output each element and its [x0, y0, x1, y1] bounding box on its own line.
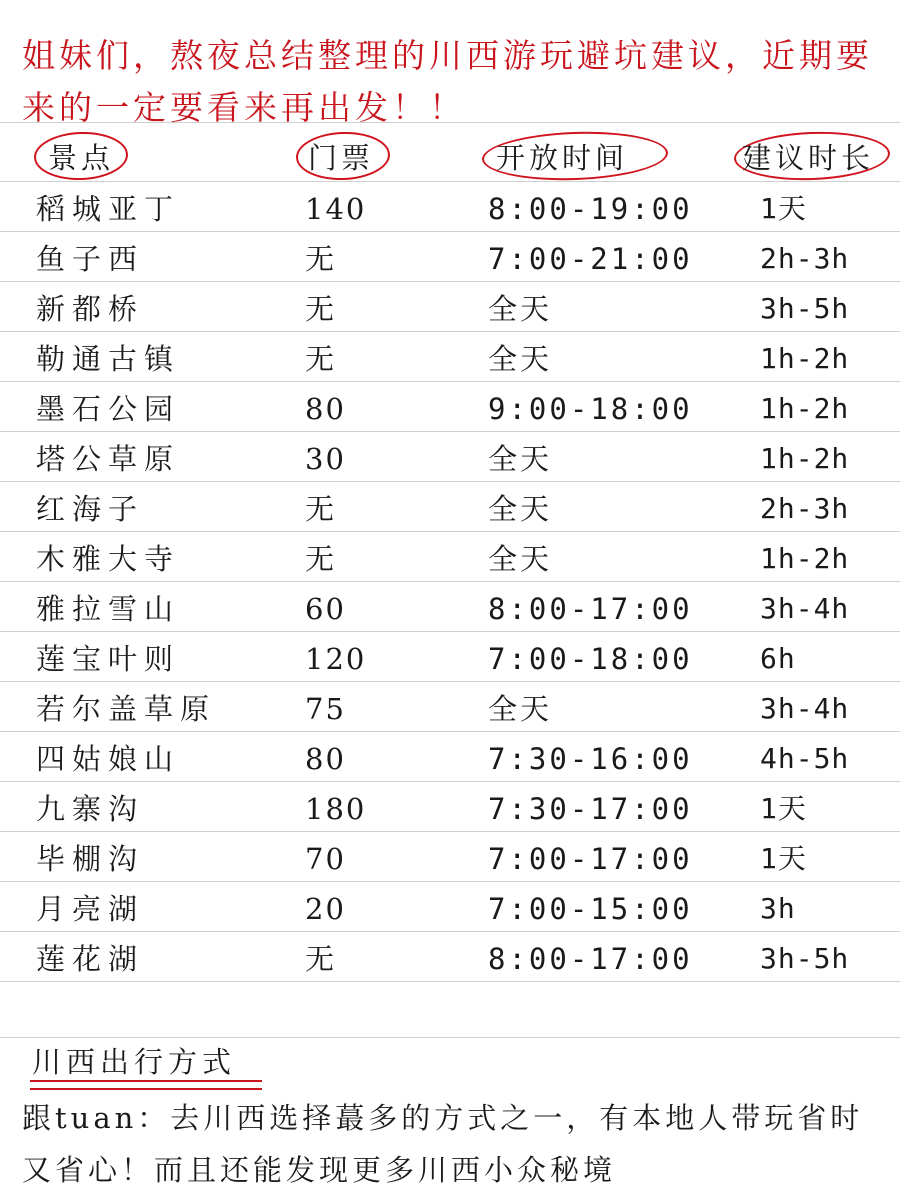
cell-hours: 7:30-17:00 [488, 792, 693, 826]
table-row [0, 784, 900, 834]
cell-hours: 全天 [488, 292, 553, 326]
cell-duration: 1h-2h [760, 342, 850, 375]
cell-name: 若尔盖草原 [36, 692, 217, 726]
table-row [0, 834, 900, 884]
header-hours: 开放时间 [496, 141, 629, 175]
cell-price: 180 [305, 792, 367, 826]
cell-price: 80 [305, 742, 346, 776]
cell-hours: 7:00-15:00 [488, 892, 693, 926]
ruled-line [0, 731, 900, 732]
ruled-line [0, 931, 900, 932]
cell-duration: 4h-5h [760, 742, 850, 775]
header-price: 门票 [308, 141, 375, 175]
cell-hours: 全天 [488, 442, 553, 476]
cell-name: 九寨沟 [36, 792, 145, 826]
cell-hours: 全天 [488, 542, 553, 576]
cell-name: 稻城亚丁 [36, 192, 181, 226]
cell-name: 勒通古镇 [36, 342, 181, 376]
cell-name: 墨石公园 [36, 392, 181, 426]
header-duration: 建议时长 [742, 141, 875, 175]
ruled-line [0, 231, 900, 232]
cell-hours: 9:00-18:00 [488, 392, 693, 426]
cell-hours: 全天 [488, 492, 553, 526]
cell-price: 无 [305, 542, 337, 576]
table-row [0, 434, 900, 484]
table-row [0, 734, 900, 784]
cell-hours: 7:00-18:00 [488, 642, 693, 676]
ruled-line [0, 381, 900, 382]
section-title: 川西出行方式 [32, 1045, 237, 1079]
cell-name: 毕棚沟 [36, 842, 145, 876]
ruled-line [0, 122, 900, 123]
table-row [0, 584, 900, 634]
table-row [0, 284, 900, 334]
cell-name: 木雅大寺 [36, 542, 181, 576]
section-title-underline [30, 1080, 262, 1090]
cell-hours: 全天 [488, 692, 553, 726]
cell-hours: 全天 [488, 342, 553, 376]
ruled-line [0, 181, 900, 182]
header-name: 景点 [48, 141, 115, 175]
ruled-line [0, 481, 900, 482]
cell-price: 无 [305, 242, 337, 276]
cell-name: 新都桥 [36, 292, 145, 326]
cell-hours: 7:30-16:00 [488, 742, 693, 776]
intro-text: 姐妹们，熬夜总结整理的川西游玩避坑建议，近期要来的一定要看来再出发！！ [22, 36, 873, 127]
ruled-line [0, 981, 900, 982]
ruled-line [0, 781, 900, 782]
table-row [0, 884, 900, 934]
cell-price: 30 [305, 442, 346, 476]
cell-hours: 8:00-17:00 [488, 942, 693, 976]
ruled-line [0, 431, 900, 432]
cell-name: 雅拉雪山 [36, 592, 181, 626]
cell-duration: 2h-3h [760, 492, 850, 525]
ruled-line [0, 681, 900, 682]
cell-price: 60 [305, 592, 346, 626]
cell-price: 140 [305, 192, 367, 226]
cell-hours: 7:00-21:00 [488, 242, 693, 276]
cell-duration: 1天 [760, 842, 807, 875]
cell-duration: 1天 [760, 192, 807, 225]
cell-price: 无 [305, 292, 337, 326]
cell-name: 塔公草原 [36, 442, 181, 476]
table-header [0, 138, 900, 182]
cell-name: 鱼子西 [36, 242, 145, 276]
cell-name: 莲花湖 [36, 942, 145, 976]
cell-duration: 3h-4h [760, 692, 850, 725]
cell-name: 莲宝叶则 [36, 642, 181, 676]
ruled-line [0, 531, 900, 532]
cell-duration: 3h-5h [760, 292, 850, 325]
cell-price: 无 [305, 942, 337, 976]
ruled-line [0, 881, 900, 882]
cell-price: 20 [305, 892, 346, 926]
cell-duration: 1h-2h [760, 442, 850, 475]
table-row [0, 334, 900, 384]
table-row [0, 934, 900, 984]
cell-price: 无 [305, 342, 337, 376]
ruled-line [0, 281, 900, 282]
cell-duration: 3h-5h [760, 942, 850, 975]
cell-price: 120 [305, 642, 367, 676]
cell-name: 红海子 [36, 492, 145, 526]
cell-hours: 7:00-17:00 [488, 842, 693, 876]
table-row [0, 484, 900, 534]
cell-hours: 8:00-17:00 [488, 592, 693, 626]
cell-name: 月亮湖 [36, 892, 145, 926]
cell-duration: 3h-4h [760, 592, 850, 625]
table-row [0, 684, 900, 734]
cell-duration: 1天 [760, 792, 807, 825]
table-row [0, 234, 900, 284]
cell-duration: 6h [760, 642, 796, 675]
ruled-line [0, 331, 900, 332]
cell-duration: 1h-2h [760, 542, 850, 575]
cell-price: 无 [305, 492, 337, 526]
cell-price: 80 [305, 392, 346, 426]
table-row [0, 384, 900, 434]
cell-duration: 3h [760, 892, 796, 925]
ruled-line [0, 581, 900, 582]
ruled-line [0, 831, 900, 832]
ruled-line [0, 1037, 900, 1038]
ruled-line [0, 631, 900, 632]
table-row [0, 184, 900, 234]
table-row [0, 634, 900, 684]
cell-name: 四姑娘山 [36, 742, 181, 776]
cell-hours: 8:00-19:00 [488, 192, 693, 226]
cell-duration: 1h-2h [760, 392, 850, 425]
table-row [0, 534, 900, 584]
cell-price: 70 [305, 842, 346, 876]
cell-duration: 2h-3h [760, 242, 850, 275]
cell-price: 75 [305, 692, 346, 726]
section-text: 跟tuan：去川西选择蕞多的方式之一，有本地人带玩省时又省心！而且还能发现更多川西小众秘境 [22, 1101, 864, 1187]
